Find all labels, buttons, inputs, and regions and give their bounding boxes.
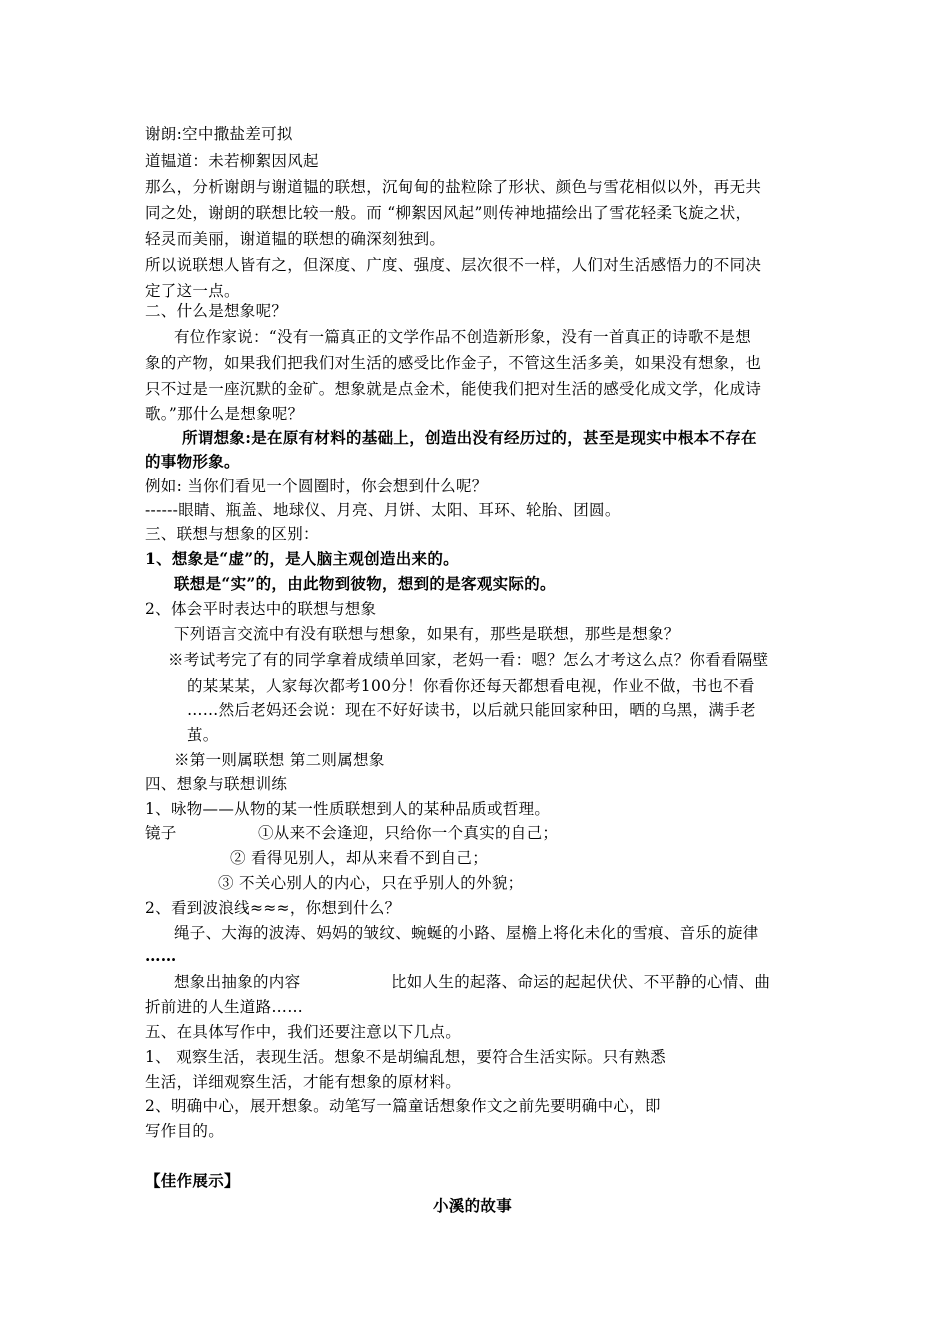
text-line: 谢朗:空中撒盐差可拟 [145, 125, 293, 143]
text-line: 绳子、大海的波涛、妈妈的皱纹、蜿蜒的小路、屋檐上将化未化的雪痕、音乐的旋律 [174, 924, 759, 942]
text-line: 歌。”那什么是想象呢？ [145, 405, 304, 423]
section-heading: 二、什么是想象呢？ [145, 302, 288, 320]
text-line: 轻灵而美丽，谢道韫的联想的确深刻独到。 [145, 230, 446, 248]
text-line: ------眼睛、瓶盖、地球仪、月亮、月饼、太阳、耳环、轮胎、团圆。 [145, 501, 621, 519]
text-line: 折前进的人生道路…… [145, 998, 304, 1016]
text-line: 镜子 [145, 824, 177, 842]
section-heading: 五、在具体写作中，我们还要注意以下几点。 [145, 1023, 462, 1041]
text-line: 那么，分析谢朗与谢道韫的联想，沉甸甸的盐粒除了形状、颜色与雪花相似以外，再无共 [145, 178, 762, 196]
emphasis-text: 联想是“实”的，由此物到彼物，想到的是客观实际的。 [174, 574, 556, 593]
text-line: 1、咏物——从物的某一性质联想到人的某种品质或哲理。 [145, 800, 551, 818]
text-line: 写作目的。 [145, 1122, 225, 1140]
text-line: 道韫道：未若柳絮因风起 [145, 152, 319, 170]
section-heading: 四、想象与联想训练 [145, 775, 288, 793]
list-item: ①从来不会逢迎，只给你一个真实的自己； [258, 824, 559, 842]
list-item: ③ 不关心别人的内心，只在乎别人的外貌； [218, 874, 524, 892]
definition-text: 所谓想象:是在原有材料的基础上，创造出没有经历过的，甚至是现实中根本不存在 [182, 428, 757, 447]
emphasis-text: 1、想象是“虚”的，是人脑主观创造出来的。 [145, 549, 459, 568]
text-line: 例如: 当你们看见一个圆圈时，你会想到什么呢？ [145, 477, 488, 495]
definition-text: 的事物形象。 [145, 452, 240, 471]
text-line: 象的产物，如果我们把我们对生活的感受比作金子，不管这生活多美，如果没有想象，也 [145, 354, 762, 372]
text-line: 2、看到波浪线≈≈≈，你想到什么？ [145, 899, 401, 917]
text-line: 1、 观察生活，表现生活。想象不是胡编乱想，要符合生活实际。只有熟悉 [145, 1048, 666, 1066]
text-line: 想象出抽象的内容 [174, 973, 301, 991]
text-line: 所以说联想人皆有之，但深度、广度、强度、层次很不一样，人们对生活感悟力的不同决 [145, 256, 762, 274]
text-line: 有位作家说：“没有一篇真正的文学作品不创造新形象，没有一首真正的诗歌不是想 [174, 328, 752, 346]
text-line: 只不过是一座沉默的金矿。想象就是点金术，能使我们把对生活的感受化成文学，化成诗 [145, 380, 762, 398]
text-line: 定了这一点。 [145, 282, 240, 300]
text-line: 2、体会平时表达中的联想与想象 [145, 600, 377, 618]
text-line: 比如人生的起落、命运的起起伏伏、不平静的心情、曲 [391, 973, 771, 991]
text-line: 的某某某，人家每次都考100分！你看你还每天都想看电视，作业不做，书也不看 [187, 677, 755, 695]
text-line: 下列语言交流中有没有联想与想象，如果有，那些是联想，那些是想象？ [174, 625, 680, 643]
text-line: ※考试考完了有的同学拿着成绩单回家，老妈一看：嗯？怎么才考这么点？你看看隔壁 [168, 651, 769, 669]
text-line: 2、明确中心，展开想象。动笔写一篇童话想象作文之前先要明确中心，即 [145, 1097, 661, 1115]
section-heading: 三、联想与想象的区别： [145, 525, 319, 543]
text-line: 生活，详细观察生活，才能有想象的原材料。 [145, 1073, 462, 1091]
text-line: ……然后老妈还会说：现在不好好读书，以后就只能回家种田，晒的乌黑，满手老 [187, 701, 756, 719]
list-item: ② 看得见别人，却从来看不到自己； [230, 849, 489, 867]
section-title: 【佳作展示】 [145, 1171, 240, 1190]
text-line: 茧。 [187, 726, 219, 744]
text-line: ※第一则属联想 第二则属想象 [174, 751, 385, 769]
ellipsis-text: …… [145, 946, 177, 965]
text-line: 同之处，谢朗的联想比较一般。而 “柳絮因风起”则传神地描绘出了雪花轻柔飞旋之状， [145, 204, 752, 222]
essay-title: 小溪的故事 [433, 1196, 513, 1215]
